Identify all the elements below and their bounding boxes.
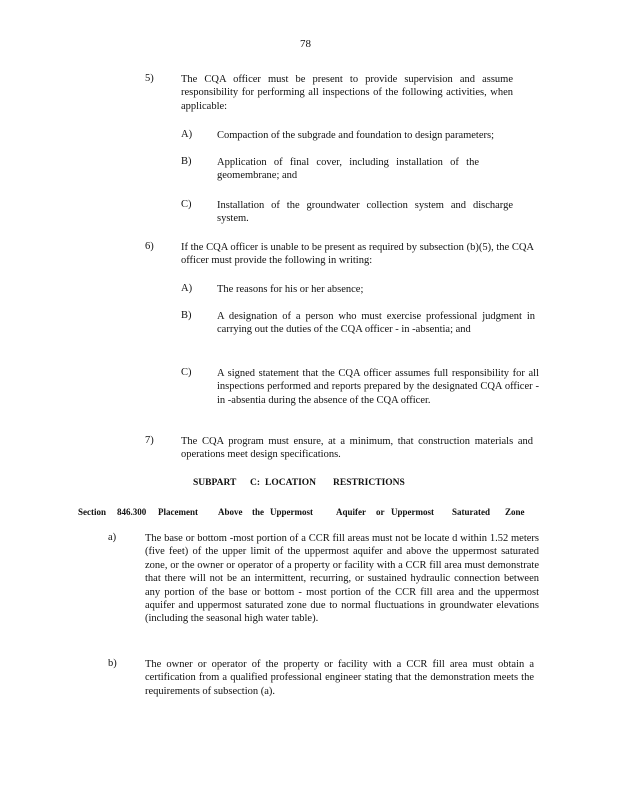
subpart-heading-word: C:: [250, 478, 261, 488]
section-heading-word: Placement: [158, 507, 198, 517]
subitem-text: The reasons for his or her absence;: [217, 284, 364, 295]
item-number: 7): [145, 435, 154, 446]
section-heading-word: 846.300: [117, 507, 147, 517]
item-number: 5): [145, 73, 154, 84]
subitem-number: C): [181, 199, 192, 210]
section-item-number: a): [108, 532, 117, 543]
section-heading-word: or: [376, 507, 385, 517]
subpart-heading-word: LOCATION: [265, 478, 317, 488]
section-heading-word: Saturated: [452, 507, 490, 517]
subpart-heading-word: RESTRICTIONS: [333, 478, 405, 488]
item-text: The CQA program must ensure, at a minimum, that construction materials and operations meet design specifications.: [181, 436, 533, 461]
subitem-text: Compaction of the subgrade and foundation to design parameters;: [217, 130, 495, 141]
section-heading-word: Uppermost: [270, 507, 313, 517]
section-heading-word: Above: [218, 507, 243, 517]
item-text: The CQA officer must be present to provide supervision and assume responsibility for performing all inspections of the following activities, when applicable:: [181, 74, 513, 112]
subitem-text: A signed statement that the CQA officer assumes full responsibility for all inspections performed and reports prepared by the designated CQA officer -in -absentia during the absence of the CQA officer.: [217, 368, 539, 406]
subitem-number: B): [181, 310, 192, 321]
subitem-number: A): [181, 283, 193, 294]
section-item-text: The base or bottom -most portion of a CCR fill areas must not be locate d within 1.52 meters (five feet) of the upper limit of the uppermost aquifer and above the uppermost saturated zone, or the owner or operator of a property or facility with a CCR fill area must demonstrate that there will not be an intermittent, recurring, or sustained hydraulic connection between any portion of the base or bottom - most portion of the CCR fill area and the uppermost aquifer and uppermost saturated zone due to normal fluctuations in groundwater elevations (including the seasonal high water table).: [145, 533, 539, 625]
section-heading-word: Aquifer: [336, 507, 366, 517]
section-heading-word: Uppermost: [391, 507, 434, 517]
item-number: 6): [145, 241, 154, 252]
subitem-number: A): [181, 129, 193, 140]
subitem-text: A designation of a person who must exercise professional judgment in carrying out the duties of the CQA officer - in -absentia; and: [217, 311, 535, 336]
subitem-text: Application of final cover, including installation of the geomembrane; and: [217, 157, 479, 182]
page-number: 78: [300, 38, 311, 50]
subitem-text: Installation of the groundwater collection system and discharge system.: [217, 200, 513, 225]
section-heading-word: the: [252, 507, 264, 517]
section-item-number: b): [108, 658, 117, 669]
subitem-number: C): [181, 367, 192, 378]
section-item-text: The owner or operator of the property or facility with a CCR fill area must obtain a certification from a qualified professional engineer stating that the demonstration meets the requirements of subsection (a).: [145, 659, 534, 697]
section-heading-word: Section: [78, 507, 106, 517]
item-text: If the CQA officer is unable to be present as required by subsection (b)(5), the CQA officer must provide the following in writing:: [181, 242, 534, 267]
subpart-heading-word: SUBPART: [193, 478, 237, 488]
section-heading-word: Zone: [505, 507, 525, 517]
subitem-number: B): [181, 156, 192, 167]
